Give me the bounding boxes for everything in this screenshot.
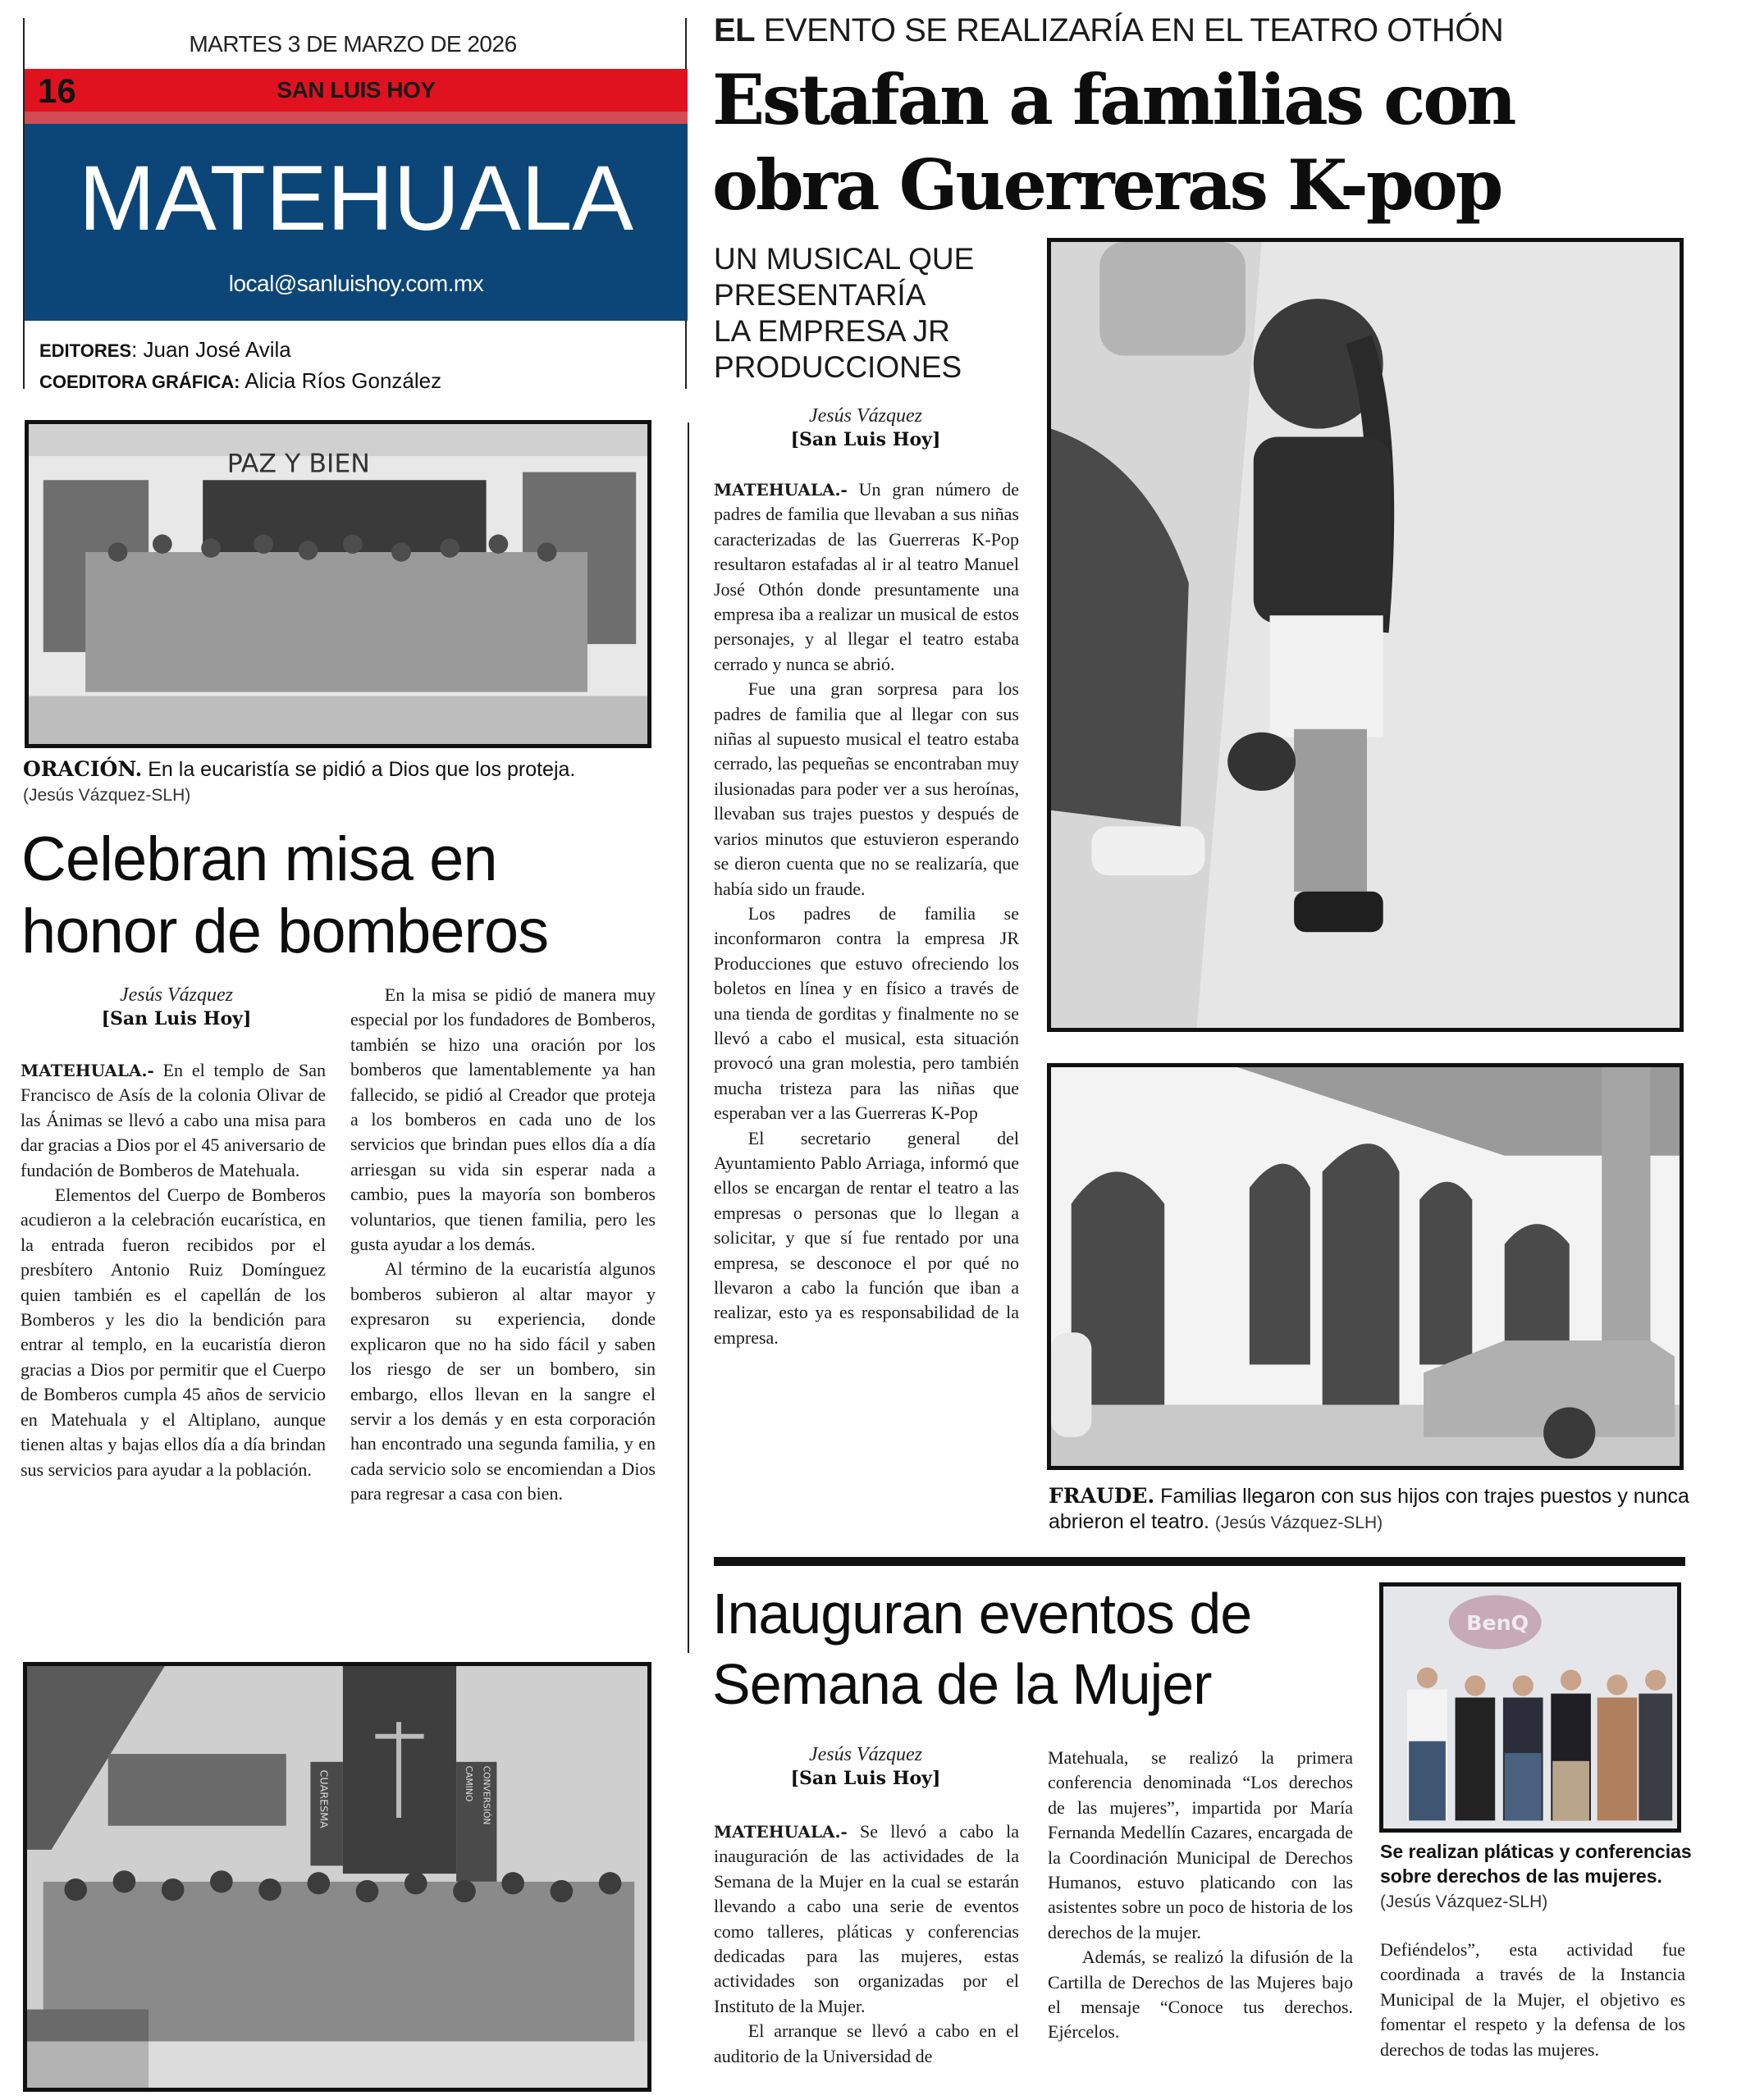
byline-outlet: [San Luis Hoy] (790, 429, 941, 450)
deck-line: UN MUSICAL QUE (714, 242, 975, 276)
mujer-body-col2 (1048, 1746, 1353, 2045)
bomberos-byline (21, 983, 332, 1030)
caption-lead: ORACIÓN. (23, 757, 143, 781)
body-paragraph (714, 477, 1019, 677)
kpop-deck (714, 241, 1042, 386)
bomberos-photo-caption (23, 756, 679, 808)
banner-cuaresma: CUARESMA (317, 1769, 330, 1828)
section-title: MATEHUALA (78, 147, 634, 249)
caption-text: Familias llegaron con sus hijos con trajes puestos y nunca abrieron el teatro. (1049, 1485, 1689, 1533)
kicker-text: EVENTO SE REALIZARÍA EN EL TEATRO OTHÓN (763, 12, 1504, 48)
headline-line-2: Semana de la Mujer (712, 1652, 1212, 1716)
body-paragraph: Además, se realizó la difusión de la Cartilla de Derechos de las Mujeres bajo el mensaje “Conoce tus derechos. Ejércelos. (1048, 1947, 1353, 2043)
editors-credits (39, 335, 441, 397)
byline-author: Jesús Vázquez (809, 1744, 922, 1765)
headline-line-1: Estafan a familias con (712, 59, 1515, 140)
body-paragraph: Defiéndelos”, esta actividad fue coordinada a través de la Instancia Municipal de la Mujer, el objetivo es fomentar el respeto y la defensa de los derechos de todas las mujeres. (1380, 1939, 1685, 2060)
women-week-photo-image (1383, 1586, 1677, 1828)
theater-building-photo (1047, 1063, 1684, 1470)
headline-line-1: Inauguran eventos de (712, 1582, 1252, 1646)
dateline: MATEHUALA.- (21, 1061, 154, 1080)
editors-label: EDITORES (39, 340, 132, 361)
body-paragraph: El secretario general del Ayuntamiento Pablo Arriaga, informó que ellos se encargan de rentar el teatro a las empresas o personas que lo llegan a solicitar, y que sí fue rentado por una empresa, se desconoce el por qué no llevaron a cabo la función que iban a realizar, esto ya es responsabilidad de la empresa. (714, 1127, 1019, 1348)
bomberos-body-col2 (350, 983, 656, 1507)
caption-main-line (23, 756, 679, 783)
caption-credit: (Jesús Vázquez-SLH) (1380, 1892, 1548, 1911)
girl-photo-image (1051, 242, 1680, 1028)
church-group-photo (23, 1662, 651, 2092)
byline-outlet: [San Luis Hoy] (790, 1768, 941, 1789)
kpop-headline (712, 57, 1738, 228)
graphic-editor-name: Alicia Ríos González (245, 368, 442, 393)
mujer-photo-caption (1380, 1839, 1692, 1915)
deck-line: PRESENTARÍA (714, 278, 926, 312)
paz-y-bien-sign: PAZ Y BIEN (226, 449, 370, 479)
headline-line-2: obra Guerreras K-pop (712, 144, 1501, 226)
body-paragraph (714, 1819, 1019, 2019)
firefighters-photo-image (29, 424, 647, 744)
section-divider (714, 1557, 1685, 1566)
section-email[interactable]: local@sanluishoy.com.mx (228, 271, 484, 296)
editors-name: Juan José Avila (143, 337, 291, 362)
mujer-body-col3 (1380, 1938, 1685, 2062)
newspaper-name: SAN LUIS HOY (277, 77, 436, 103)
graphic-editor-line (39, 366, 441, 397)
firefighters-group-photo (25, 420, 651, 748)
women-week-photo (1379, 1582, 1681, 1833)
red-banner-stripe (25, 112, 688, 124)
kpop-photo-caption (1049, 1483, 1705, 1536)
issue-date: MARTES 3 DE MARZO DE 2026 (189, 31, 517, 57)
headline-line-1: Celebran misa en (21, 824, 497, 894)
theater-photo-image (1051, 1067, 1680, 1466)
mujer-byline (706, 1742, 1026, 1790)
caption-text: Se realizan pláticas y conferencias sobre derechos de las mujeres. (1380, 1841, 1692, 1887)
mujer-headline (712, 1578, 1360, 1719)
bomberos-body-col1 (21, 1058, 326, 1482)
caption-credit: (Jesús Vázquez-SLH) (1214, 1513, 1383, 1532)
page-number: 16 (38, 71, 76, 110)
girl-costume-photo (1047, 238, 1684, 1032)
deck-line: LA EMPRESA JR (714, 314, 950, 348)
kpop-kicker (714, 11, 1731, 49)
byline-author: Jesús Vázquez (809, 405, 922, 427)
body-paragraph: Elementos del Cuerpo de Bomberos acudieron a la celebración eucarística, en la entrada fueron recibidos por el presbítero Antonio Ruiz Domínguez quien también es el capellán de los Bomberos y les dio la bendición para entrar al templo, en la eucaristía dieron gracias a Dios por permitir que el Cuerpo de Bomberos cumpla 45 años de servicio en Matehuala y el Altiplano, aunque tienen altas y bajas ellos día a día brindan sus servicios para ayudar a la población. (21, 1185, 326, 1480)
body-paragraph: Los padres de familia se inconformaron contra la empresa JR Producciones que estuvo ofreciendo los boletos en línea y en físico a través de una tienda de gorditas y finalmente no se llevó a cabo el musical, esta situación provocó una gran molestia, pero también mucha tristeza para las niñas que esperaban ver a las Guerreras K-Pop (714, 902, 1019, 1124)
caption-credit: (Jesús Vázquez-SLH) (23, 786, 191, 805)
body-paragraph: En la misa se pidió de manera muy especial por los fundadores de Bomberos, también se hizo una oración por los bomberos que lamentablemente ya han fallecido, se pidió al Creador que proteja a los bomberos en cada uno de los servicios que brindan pues ellos día a día arriesgan su vida sin esperar nada a cambio, pues la mayoría son bomberos voluntarios, que tienen familia, pero les gusta ayudar a los demás. (350, 984, 656, 1255)
banner-conversion: CONVERSIÓN (481, 1765, 492, 1825)
body-text: En el templo de San Francisco de Asís de la colonia Olivar de las Ánimas se llevó a cabo una misa para dar gracias a Dios por el 45 aniversario de fundación de Bomberos de Matehuala. (21, 1060, 327, 1180)
body-text: Se llevó a cabo la inauguración de las actividades de la Semana de la Mujer en la cual se estarán llevando a cabo una serie de eventos como talleres, pláticas y conferencias dedicadas para las mujeres, estas actividades son organizadas por el Instituto de la Mujer. (714, 1821, 1019, 2016)
bomberos-headline (21, 824, 678, 968)
caption-text: En la eucaristía se pidió a Dios que los proteja. (148, 758, 576, 781)
benq-logo: BenQ (1466, 1611, 1529, 1636)
body-paragraph: Al término de la eucaristía algunos bomberos subieron al altar mayor y expresaron su experiencia, donde explicaron que no ha sido fácil y saben los riesgo de ser un bombero, sin embargo, ellos llevan en la sangre el servir a los demás y en esta corporación han encontrado una segunda familia, y en cada servicio solo se encomiendan a Dios para regresar a casa con bien. (350, 1258, 656, 1504)
kicker-bold: EL (714, 12, 756, 48)
body-paragraph: Fue una gran sorpresa para los padres de familia que al llegar con sus niñas al supuesto musical el teatro estaba cerrado, las pequeñas se encontraban muy ilusionadas para poder ver a sus heroínas, llevaban sus trajes puestos y después de varios minutos que estuvieron esperando se dieron cuenta que no se realizaría, que había sido un fraude. (714, 678, 1019, 899)
body-paragraph: El arranque se llevó a cabo en el auditorio de la Universidad de (714, 2020, 1019, 2066)
dateline: MATEHUALA.- (714, 1822, 848, 1842)
banner-camino: CAMINO (463, 1765, 474, 1802)
editors-line: EDITORES: Juan José Avila (39, 337, 291, 362)
body-paragraph: Matehuala, se realizó la primera conferencia denominada “Los derechos de las mujeres”, impartida por María Fernanda Medellín Cazares, encargada de la Coordinación Municipal de Derechos Humanos, estuvo platicando con las asistentes sobre un poco de historia de los derechos de la mujer. (1048, 1747, 1353, 1942)
headline-line-2: honor de bomberos (21, 897, 549, 966)
graphic-editor-label: COEDITORA GRÁFICA: (39, 372, 240, 392)
caption-lead: FRAUDE. (1049, 1484, 1155, 1508)
church-photo-image (27, 1666, 647, 2088)
byline-outlet: [San Luis Hoy] (101, 1008, 252, 1029)
column-separator (688, 422, 689, 1653)
byline-author: Jesús Vázquez (120, 984, 233, 1006)
kpop-body (714, 477, 1019, 1350)
body-paragraph (21, 1058, 326, 1183)
mujer-body-col1 (714, 1819, 1019, 2069)
dateline: MATEHUALA.- (714, 480, 848, 500)
body-text: Un gran número de padres de familia que llevaban a sus niñas caracterizadas de las Guerreras K-Pop resultaron estafadas al ir al teatro Manuel José Othón donde presuntamente una empresa iba a realizar un musical de estos personajes, y al llegar el teatro estaba cerrado y nunca se abrió. (714, 479, 1020, 674)
deck-line: PRODUCCIONES (714, 350, 962, 384)
kpop-byline (706, 404, 1026, 451)
